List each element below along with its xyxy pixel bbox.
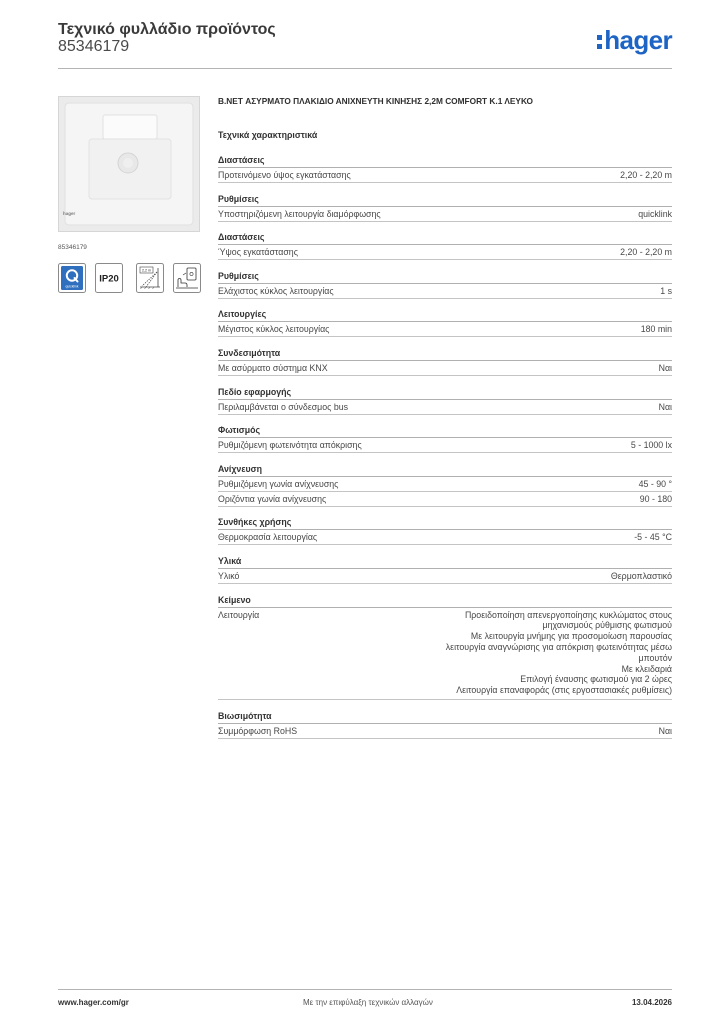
quicklink-icon xyxy=(58,263,86,293)
product-photo xyxy=(59,97,199,231)
spec-value-line: Θερμοπλαστικό xyxy=(610,570,672,581)
spec-value-line: μηχανισμούς ρύθμισης φωτισμού xyxy=(542,620,672,631)
technical-specs-heading: Τεχνικά χαρακτηριστικά xyxy=(218,130,318,140)
push-button-badge xyxy=(173,263,201,293)
spec-value-line: Προειδοποίηση απενεργοποίησης κυκλώματος στους xyxy=(464,609,672,620)
spec-section-heading: Ρυθμίσεις xyxy=(218,193,672,207)
spec-section-heading: Διαστάσεις xyxy=(218,154,672,168)
spec-value-line: 1 s xyxy=(660,285,672,296)
hager-logo xyxy=(597,25,672,55)
spec-section-heading: Ανίχνευση xyxy=(218,463,672,477)
product-title: B.NET ΑΣΥΡΜΑΤΟ ΠΛΑΚΙΔΙΟ ΑΝΙΧΝΕΥΤΗ ΚΙΝΗΣΗΣ 2,2M COMFORT Κ.1 ΛΕΥΚΟ xyxy=(218,96,534,106)
spec-section xyxy=(218,424,672,453)
spec-value-line: Ναι xyxy=(658,401,672,412)
spec-section xyxy=(218,386,672,415)
spec-value-line: λειτουργία αναγνώρισης για απόκριση φωτεινότητας μέσω xyxy=(445,641,672,652)
spec-section-heading: Βιωσιμότητα xyxy=(218,710,672,724)
spec-value xyxy=(634,530,672,544)
spec-section-heading: Ρυθμίσεις xyxy=(218,270,672,284)
spec-row xyxy=(218,438,672,453)
device-brand-mark: hager xyxy=(63,211,76,216)
spec-section xyxy=(218,463,672,507)
spec-label: Υποστηριζόμενη λειτουργία διαμόρφωσης xyxy=(218,208,381,219)
spec-value-line: 180 min xyxy=(640,324,672,335)
logo-colon-icon xyxy=(597,35,602,49)
spec-row xyxy=(218,245,672,260)
spec-value xyxy=(620,245,672,259)
spec-label: Ελάχιστος κύκλος λειτουργίας xyxy=(218,285,334,296)
spec-section-heading: Λειτουργίες xyxy=(218,308,672,322)
footer-divider xyxy=(58,989,672,990)
spec-row xyxy=(218,322,672,337)
spec-value-line: 2,20 - 2,20 m xyxy=(620,170,672,180)
spec-value-line: Με λειτουργία μνήμης για προσομοίωση παρουσίας xyxy=(470,631,672,642)
spec-section xyxy=(218,516,672,545)
spec-label: Θερμοκρασία λειτουργίας xyxy=(218,532,318,543)
spec-label: Λειτουργία xyxy=(218,609,260,620)
spec-label: Με ασύρματο σύστημα KNX xyxy=(218,362,328,373)
spec-section xyxy=(218,231,672,260)
spec-section xyxy=(218,270,672,299)
header-divider xyxy=(58,68,672,69)
spec-value xyxy=(660,284,672,298)
sensor-lens-center xyxy=(123,158,133,168)
spec-section-heading: Υλικά xyxy=(218,555,672,569)
spec-label: Προτεινόμενο ύψος εγκατάστασης xyxy=(218,170,351,180)
spec-label: Συμμόρφωση RoHS xyxy=(218,725,298,736)
spec-value xyxy=(640,492,672,506)
spec-value-line: quicklink xyxy=(638,208,672,219)
spec-section xyxy=(218,594,672,700)
product-code-label: 85346179 xyxy=(58,244,87,251)
spec-value xyxy=(620,168,672,182)
spec-value xyxy=(631,438,672,452)
spec-label: Περιλαμβάνεται ο σύνδεσμος bus xyxy=(218,401,349,412)
spec-label: Οριζόντια γωνία ανίχνευσης xyxy=(218,493,327,504)
spec-value-line: Λειτουργία επαναφοράς (στις εργοστασιακές ρυθμίσεις) xyxy=(456,685,672,696)
logo-dot xyxy=(597,44,602,49)
spec-value xyxy=(638,207,672,221)
spec-row xyxy=(218,400,672,415)
spec-label: Μέγιστος κύκλος λειτουργίας xyxy=(218,324,330,335)
spec-label: Υλικό xyxy=(218,570,240,581)
spec-row xyxy=(218,724,672,739)
device-window xyxy=(103,115,157,139)
spec-section xyxy=(218,308,672,337)
spec-section-heading: Συνδεσιμότητα xyxy=(218,347,672,361)
spec-row xyxy=(218,284,672,299)
spec-row xyxy=(218,207,672,222)
spec-value-line: Ναι xyxy=(658,362,672,373)
spec-label: Ρυθμιζόμενη γωνία ανίχνευσης xyxy=(218,478,339,489)
spec-value-line: Με κλειδαριά xyxy=(621,663,672,674)
spec-value-line: μπουτόν xyxy=(638,652,672,663)
spec-section-heading: Διαστάσεις xyxy=(218,231,672,245)
spec-value-line: 45 - 90 ° xyxy=(638,478,672,489)
spec-row xyxy=(218,477,672,492)
spec-value-line: Ναι xyxy=(658,725,672,736)
spec-section-heading: Συνθήκες χρήσης xyxy=(218,516,672,530)
spec-row xyxy=(218,361,672,376)
spec-section-heading: Φωτισμός xyxy=(218,424,672,438)
spec-value xyxy=(641,322,672,336)
logo-dot xyxy=(597,35,602,40)
footer-website: www.hager.com/gr xyxy=(58,998,129,1007)
document-title: Τεχνικό φυλλάδιο προϊόντος xyxy=(58,21,276,38)
spec-row xyxy=(218,530,672,545)
document-product-code: 85346179 xyxy=(58,38,130,55)
spec-section xyxy=(218,710,672,739)
spec-section xyxy=(218,347,672,376)
spec-value xyxy=(611,569,672,583)
spec-value-line: 90 - 180 xyxy=(639,493,672,504)
spec-sections xyxy=(218,154,672,739)
spec-value xyxy=(659,724,672,738)
spec-value-line: 2,20 - 2,20 m xyxy=(620,247,672,258)
ip20-badge xyxy=(95,263,123,293)
spec-label: Ρυθμιζόμενη φωτεινότητα απόκρισης xyxy=(218,440,362,451)
spec-value xyxy=(446,610,672,696)
spec-section xyxy=(218,193,672,222)
spec-row xyxy=(218,608,672,700)
spec-value-line: 5 - 1000 lx xyxy=(630,440,672,451)
spec-value-line: -5 - 45 °C xyxy=(634,532,672,543)
spec-value xyxy=(659,400,672,414)
spec-row xyxy=(218,492,672,507)
spec-value xyxy=(659,361,672,375)
quicklink-badge-label: quicklink xyxy=(65,284,79,289)
mounting-height-label: 2,2 m xyxy=(142,268,151,273)
quicklink-badge xyxy=(58,263,86,293)
spec-row xyxy=(218,168,672,183)
spec-value-line: Επιλογή έναυσης φωτισμού για 2 ώρες xyxy=(520,674,672,685)
footer-disclaimer: Με την επιφύλαξη τεχνικών αλλαγών xyxy=(303,998,433,1007)
ip20-label: IP20 xyxy=(99,273,119,285)
spec-section xyxy=(218,154,672,183)
footer-date: 13.04.2026 xyxy=(631,998,672,1007)
spec-section xyxy=(218,555,672,584)
spec-label: Ύψος εγκατάστασης xyxy=(218,247,298,258)
spec-content xyxy=(218,96,672,748)
spec-section-heading: Κείμενο xyxy=(218,594,672,608)
product-image xyxy=(58,96,200,232)
ip20-icon xyxy=(95,263,123,293)
push-button-icon xyxy=(173,263,201,293)
mounting-height-icon xyxy=(136,263,164,293)
spec-section-heading: Πεδίο εφαρμογής xyxy=(218,386,672,400)
spec-row xyxy=(218,569,672,584)
logo-wordmark: hager xyxy=(604,25,672,55)
spec-value xyxy=(639,477,672,491)
mounting-height-badge xyxy=(136,263,164,293)
